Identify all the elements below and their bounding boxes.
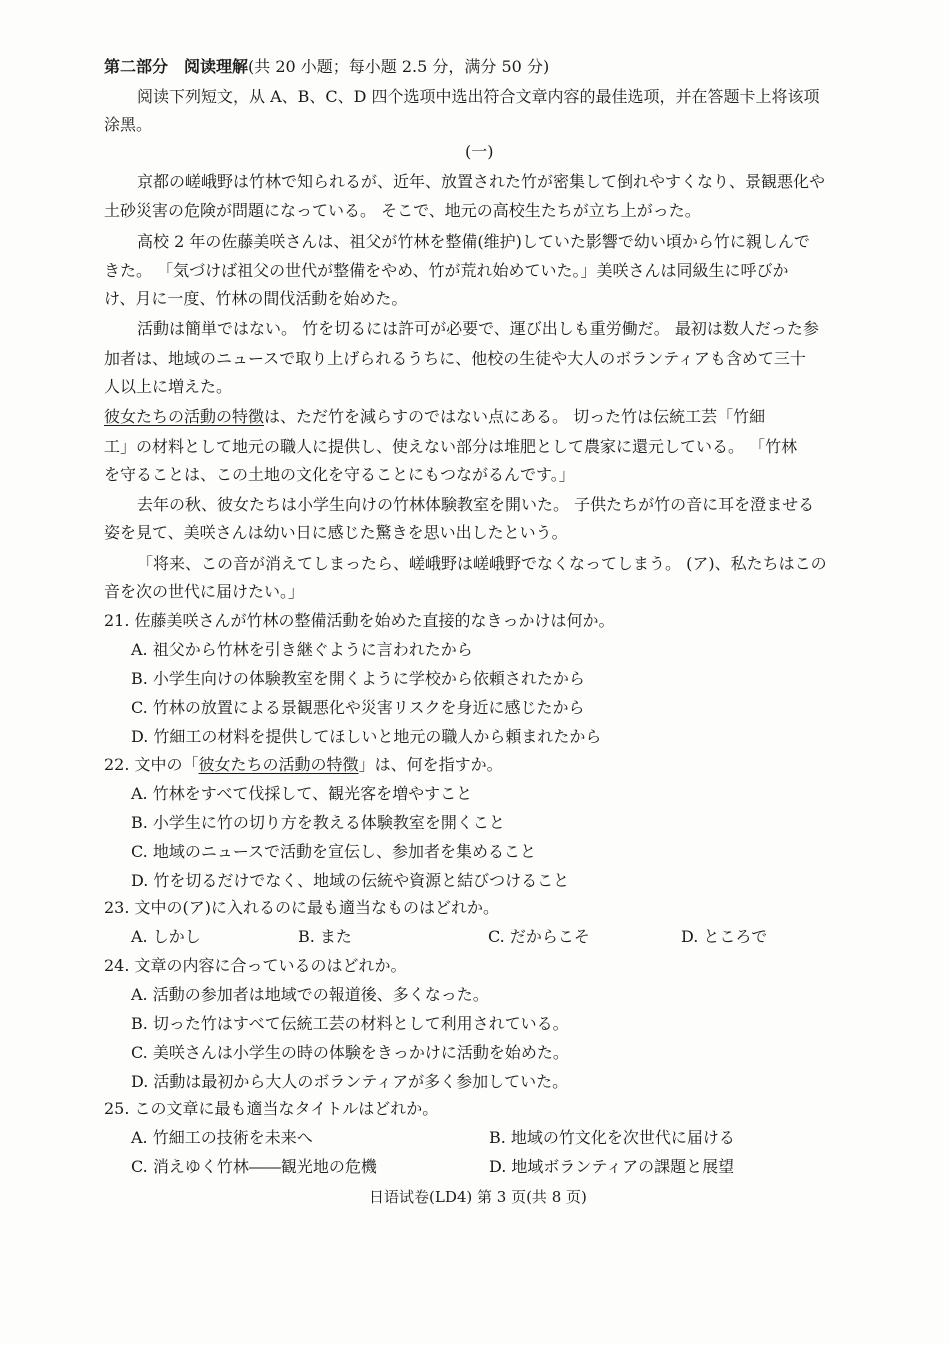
option-25c: C. 消えゆく竹林――観光地の危機	[131, 1157, 377, 1176]
section-scoring: (共 20 小题；每小题 2.5 分，满分 50 分)	[248, 57, 550, 76]
passage-line: 活動は簡単ではない。 竹を切るには許可が必要で、運び出しも重労働だ。 最初は数人だった参	[137, 319, 819, 338]
option-23b: B. また	[298, 927, 352, 946]
passage-line: 土砂災害の危険が問題になっている。 そこで、地元の高校生たちが立ち上がった。	[104, 201, 701, 220]
passage-line: 加者は、地域のニュースで取り上げられるうちに、他校の生徒や大人のボランティアも含めて三十	[104, 349, 806, 368]
passage-line: を守ることは、この土地の文化を守ることにもつながるんです。」	[104, 465, 575, 484]
passage-line: 人以上に増えた。	[104, 377, 233, 396]
instruction-line: 涂黑。	[104, 115, 153, 134]
page-footer: 日语试卷(LD4) 第 3 页(共 8 页)	[369, 1188, 587, 1206]
passage-line	[104, 406, 765, 428]
passage-line: け、月に一度、竹林の間伐活動を始めた。	[104, 289, 408, 308]
passage-line: 音を次の世代に届けたい。」	[104, 582, 305, 601]
option-23c: C. だからこそ	[488, 927, 590, 946]
question-21: 21. 佐藤美咲さんが竹林の整備活動を始めた直接的なきっかけは何か。	[104, 611, 615, 630]
passage-number: (一)	[465, 142, 494, 161]
option-24b: B. 切った竹はすべて伝統工芸の材料として利用されている。	[131, 1014, 569, 1033]
section-title: 第二部分 阅读理解	[104, 57, 249, 76]
option-25a: A. 竹細工の技術を未来へ	[131, 1128, 313, 1147]
passage-line: 工」の材料として地元の職人に提供し、使えない部分は堆肥として農家に還元している。 「竹林	[104, 437, 798, 456]
option-25b: B. 地域の竹文化を次世代に届ける	[489, 1128, 735, 1147]
option-21b: B. 小学生向けの体験教室を開くように学校から依頼されたから	[131, 669, 585, 688]
option-24c: C. 美咲さんは小学生の時の体験をきっかけに活動を始めた。	[131, 1043, 569, 1062]
passage-text: は、ただ竹を減らすのではない点にある。 切った竹は伝統工芸「竹細	[264, 407, 766, 426]
option-22c: C. 地域のニュースで活動を宣伝し、参加者を集めること	[131, 842, 537, 861]
question-text: 22. 文中の「	[104, 755, 199, 774]
passage-line: 去年の秋、彼女たちは小学生向けの竹林体験教室を開いた。 子供たちが竹の音に耳を澄ませる	[137, 495, 815, 514]
underlined-phrase: 彼女たちの活動の特徴	[104, 407, 265, 426]
option-24a: A. 活動の参加者は地域での報道後、多くなった。	[131, 985, 489, 1004]
question-text: 」は、何を指すか。	[358, 755, 503, 774]
passage-line: 高校 2 年の佐藤美咲さんは、祖父が竹林を整備(维护)していた影響で幼い頃から竹に親しんで	[137, 232, 810, 251]
option-21a: A. 祖父から竹林を引き継ぐように言われたから	[131, 640, 473, 659]
option-21d: D. 竹細工の材料を提供してほしいと地元の職人から頼まれたから	[131, 727, 602, 746]
underlined-phrase: 彼女たちの活動の特徴	[198, 755, 359, 774]
option-23a: A. しかし	[131, 927, 201, 946]
option-25d: D. 地域ボランティアの課題と展望	[489, 1157, 735, 1176]
option-22a: A. 竹林をすべて伐採して、観光客を増やすこと	[131, 784, 473, 803]
instruction-line: 阅读下列短文，从 A、B、C、D 四个选项中选出符合文章内容的最佳选项，并在答题卡上将该项	[137, 87, 820, 106]
option-24d: D. 活動は最初から大人のボランティアが多く参加していた。	[131, 1072, 569, 1091]
question-22	[104, 754, 503, 776]
section-heading	[104, 56, 549, 78]
passage-line: 「将来、この音が消えてしまったら、嵯峨野は嵯峨野でなくなってしまう。 (ア)、私たちはこの	[137, 554, 827, 573]
option-21c: C. 竹林の放置による景観悪化や災害リスクを身近に感じたから	[131, 698, 585, 717]
passage-line: 姿を見て、美咲さんは幼い日に感じた驚きを思い出したという。	[104, 523, 568, 542]
option-22d: D. 竹を切るだけでなく、地域の伝統や資源と結びつけること	[131, 871, 570, 890]
passage-line: きた。 「気づけば祖父の世代が整備をやめ、竹が荒れ始めていた。」美咲さんは同級生に呼びか	[104, 261, 789, 280]
passage-line: 京都の嵯峨野は竹林で知られるが、近年、放置された竹が密集して倒れやすくなり、景観悪化や	[137, 172, 826, 191]
question-25: 25. この文章に最も適当なタイトルはどれか。	[104, 1099, 439, 1118]
option-23d: D. ところで	[681, 927, 768, 946]
question-23: 23. 文中の(ア)に入れるのに最も適当なものはどれか。	[104, 898, 500, 917]
question-24: 24. 文章の内容に合っているのはどれか。	[104, 956, 407, 975]
option-22b: B. 小学生に竹の切り方を教える体験教室を開くこと	[131, 813, 505, 832]
